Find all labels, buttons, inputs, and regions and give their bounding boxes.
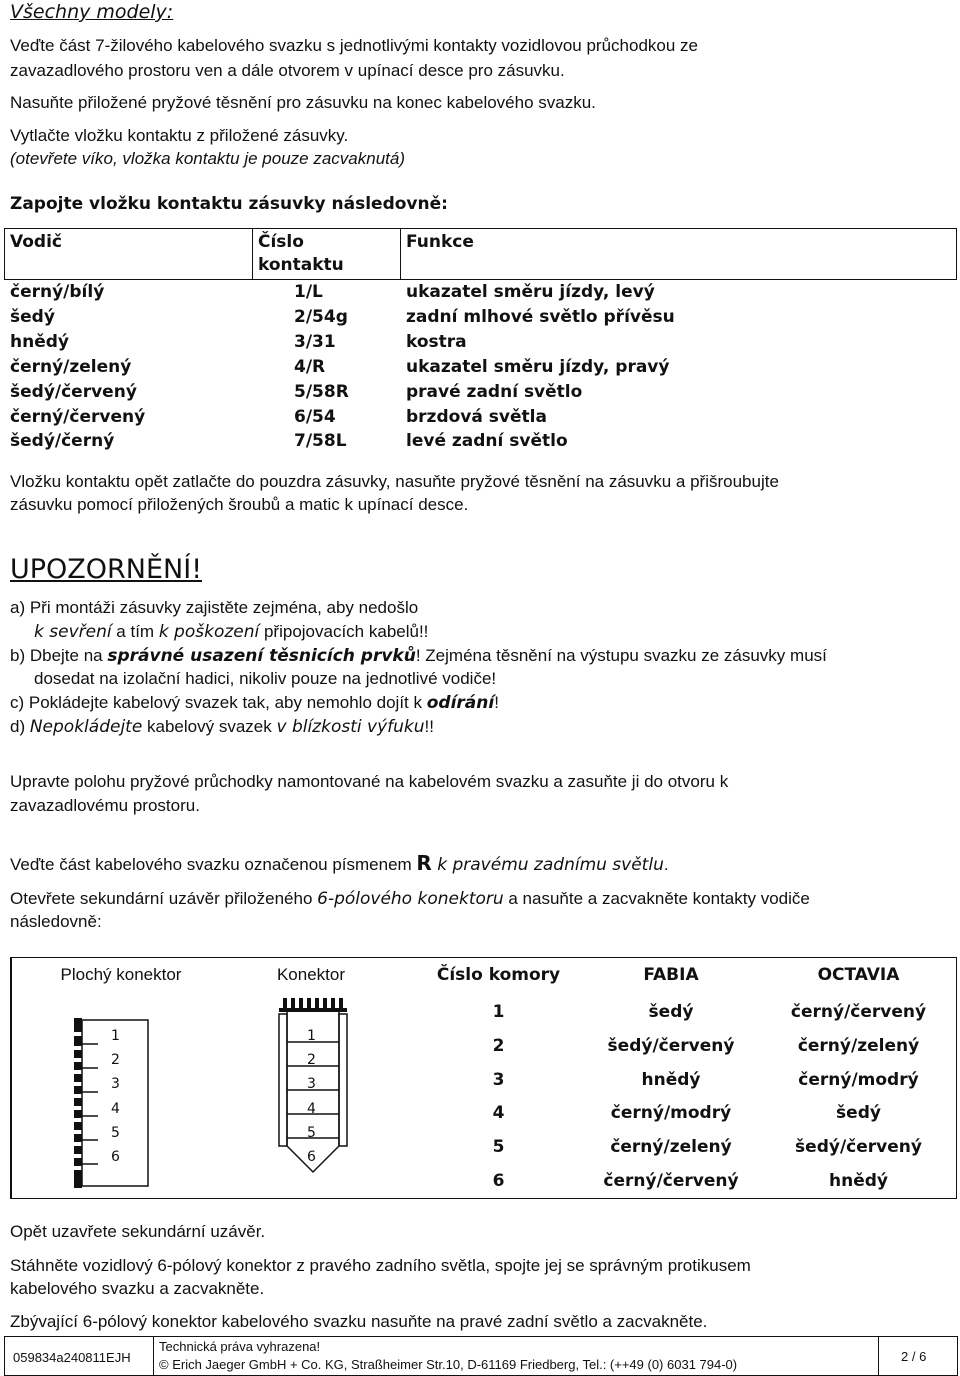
marker-letter: R (416, 851, 432, 875)
rights-notice: Technická práva vyhrazena! (159, 1339, 321, 1354)
connector-table (10, 957, 957, 1199)
wiring-row (4, 305, 955, 329)
contact-number: 3/31 (294, 332, 336, 352)
warning-title: UPOZORNĚNÍ! (10, 554, 203, 585)
contact-function: brzdová světla (406, 407, 547, 427)
contact-function: levé zadní světlo (406, 431, 568, 451)
fabia-wire: černý/červený (603, 1171, 739, 1191)
header-fabia: FABIA (643, 965, 699, 985)
warning-emphasis: správné usazení těsnicích prvků (107, 646, 416, 666)
contact-function: kostra (406, 332, 467, 352)
octavia-wire: hnědý (829, 1171, 888, 1191)
route-r-line: Veďte část kabelového svazku označenou písmenem R k pravému zadnímu světlu. (10, 851, 669, 875)
warning-b-line-2: dosedat na izolační hadici, nikoliv pouze na jednotlivé vodiče! (34, 669, 497, 688)
route-emphasis: k pravému zadnímu světlu (431, 855, 664, 875)
contact-function: ukazatel směru jízdy, levý (406, 282, 655, 302)
connector-emphasis: 6-pólového konektoru (317, 889, 504, 909)
closing-line-3: kabelového svazku a zacvakněte. (10, 1279, 265, 1298)
warning-emphasis: Nepokládejte (29, 717, 143, 737)
secondary-line-2: následovně: (10, 912, 102, 931)
wiring-row (4, 355, 955, 379)
warning-emphasis: k sevření (34, 622, 112, 642)
wiring-header-wire: Vodič (10, 232, 62, 252)
contact-number: 7/58L (294, 431, 347, 451)
warning-b-line-1: b) Dbejte na správné usazení těsnicích prvků! Zejména těsnění na výstupu svazku ze zásuvky musí (10, 646, 827, 666)
header-flat-connector: Plochý konektor (60, 965, 182, 984)
wiring-row (4, 429, 955, 453)
warning-emphasis: v blízkosti výfuku (276, 717, 425, 737)
contact-number: 1/L (294, 282, 323, 302)
octavia-wire: šedý (836, 1103, 881, 1123)
wiring-heading: Zapojte vložku kontaktu zásuvky následovně: (10, 194, 448, 214)
warning-emphasis: k poškození (158, 622, 260, 642)
wiring-header-contact-2: kontaktu (258, 255, 344, 275)
company-info: © Erich Jaeger GmbH + Co. KG, Straßheimer Str.10, D-61169 Friedberg, Tel.: (++49 (0) 6031 794-0) (159, 1357, 738, 1372)
page-number: 2 / 6 (901, 1349, 927, 1364)
fabia-wire: šedý/červený (607, 1036, 735, 1056)
wiring-row (4, 280, 955, 304)
wiring-header-function: Funkce (406, 232, 474, 252)
after-table-line-2: zásuvku pomocí přiložených šroubů a matic k upínací desce. (10, 495, 469, 514)
wiring-row (4, 380, 955, 404)
closing-line-4: Zbývající 6-pólový konektor kabelového svazku nasuňte na pravé zadní světlo a zacvakněte. (10, 1312, 708, 1331)
fabia-wire: černý/modrý (610, 1103, 732, 1123)
intro-line-1: Veďte část 7-žilového kabelového svazku s jednotlivými kontakty vozidlovou průchodkou ze (10, 36, 698, 55)
wire-color: černý/bílý (10, 282, 105, 302)
intro-line-4: Vytlačte vložku kontaktu z přiložené zásuvky. (10, 126, 349, 145)
page-footer (4, 1336, 958, 1376)
wiring-table (4, 228, 957, 458)
warning-a-line-1: a) Při montáži zásuvky zajistěte zejména, aby nedošlo (10, 598, 419, 617)
header-chamber-number: Číslo komory (436, 965, 561, 985)
closing-line-2: Stáhněte vozidlový 6-pólový konektor z pravého zadního světla, spojte jej se správným protikusem (10, 1256, 751, 1275)
octavia-wire: černý/modrý (798, 1070, 919, 1090)
grommet-line-1: Upravte polohu pryžové průchodky namontované na kabelovém svazku a zasuňte ji do otvoru k (10, 772, 729, 791)
warning-c-line: c) Pokládejte kabelový svazek tak, aby nemohlo dojít k odírání! (10, 693, 499, 713)
wiring-table-header-frame (4, 228, 957, 280)
wire-color: šedý/černý (10, 431, 115, 451)
block-connector-pin-labels: 1 2 3 4 5 6 (307, 1028, 316, 1166)
wiring-row (4, 405, 955, 429)
document-code: 059834a240811EJH (13, 1350, 131, 1365)
section-heading: Všechny modely: (10, 1, 174, 23)
after-table-line-1: Vložku kontaktu opět zatlačte do pouzdra zásuvky, nasuňte pryžové těsnění na zásuvku a přišroubujte (10, 472, 779, 491)
contact-number: 6/54 (294, 407, 336, 427)
wire-color: černý/červený (10, 407, 146, 427)
chamber-number: 2 (492, 1036, 505, 1056)
contact-number: 5/58R (294, 382, 349, 402)
chamber-number: 5 (492, 1137, 505, 1157)
connector-table-header (11, 958, 956, 992)
wiring-header-contact-1: Číslo (258, 232, 304, 252)
contact-function: ukazatel směru jízdy, pravý (406, 357, 670, 377)
warning-a-line-2: k sevření a tím k poškození připojovacích kabelů!! (34, 622, 429, 642)
header-octavia: OCTAVIA (817, 965, 900, 985)
chamber-number: 4 (492, 1103, 505, 1123)
intro-note: (otevřete víko, vložka kontaktu je pouze zacvaknutá) (10, 149, 405, 168)
flat-connector-pin-labels: 1 2 3 4 5 6 (111, 1028, 120, 1166)
fabia-wire: šedý (648, 1002, 694, 1022)
chamber-number: 3 (492, 1070, 505, 1090)
grommet-line-2: zavazadlovému prostoru. (10, 796, 200, 815)
octavia-wire: šedý/červený (795, 1137, 922, 1157)
contact-function: pravé zadní světlo (406, 382, 583, 402)
octavia-wire: černý/červený (790, 1002, 927, 1022)
octavia-wire: černý/zelený (797, 1036, 920, 1056)
warning-emphasis: odírání (426, 693, 495, 713)
wire-color: šedý (10, 307, 55, 327)
wire-color: hnědý (10, 332, 69, 352)
secondary-line-1: Otevřete sekundární uzávěr přiloženého 6-pólového konektoru a nasuňte a zacvakněte kontakty vodiče (10, 889, 810, 909)
intro-line-3: Nasuňte přiložené pryžové těsnění pro zásuvku na konec kabelového svazku. (10, 93, 596, 112)
chamber-number: 6 (492, 1171, 505, 1191)
warning-d-line: d) Nepokládejte kabelový svazek v blízkosti výfuku!! (10, 717, 434, 737)
contact-number: 2/54g (294, 307, 348, 327)
contact-function: zadní mlhové světlo přívěsu (406, 307, 675, 327)
intro-line-2: zavazadlového prostoru ven a dále otvorem v upínací desce pro zásuvku. (10, 61, 565, 80)
wiring-row (4, 330, 955, 354)
fabia-wire: hnědý (641, 1070, 701, 1090)
contact-number: 4/R (294, 357, 326, 377)
wire-color: černý/zelený (10, 357, 132, 377)
fabia-wire: černý/zelený (610, 1137, 732, 1157)
closing-line-1: Opět uzavřete sekundární uzávěr. (10, 1222, 266, 1241)
wire-color: šedý/červený (10, 382, 137, 402)
header-connector: Konektor (276, 965, 346, 984)
chamber-number: 1 (492, 1002, 505, 1022)
